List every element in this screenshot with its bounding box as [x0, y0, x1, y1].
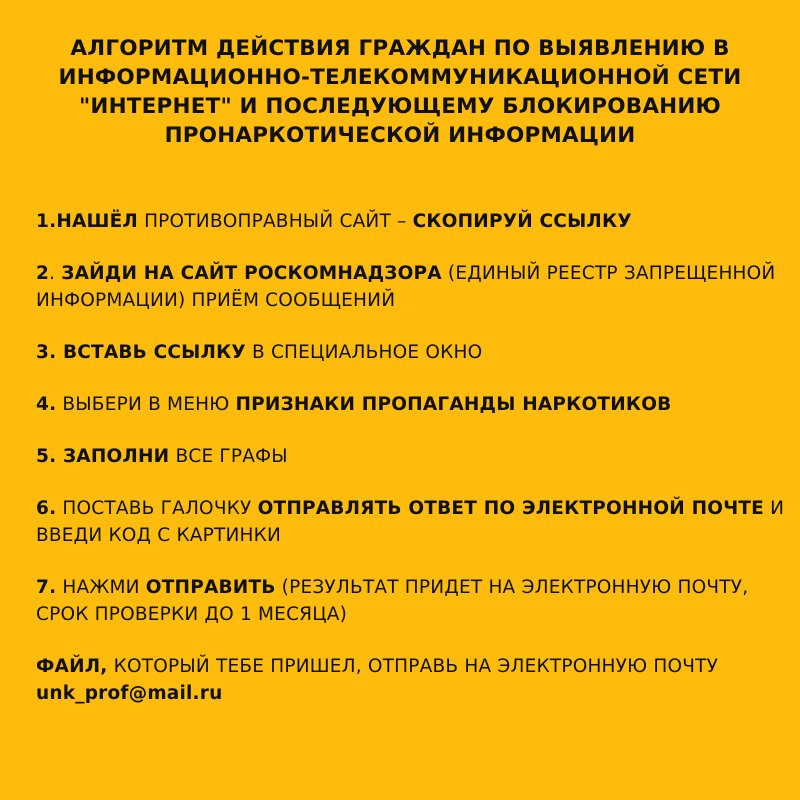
step-3-text: В СПЕЦИАЛЬНОЕ ОКНО: [245, 342, 483, 363]
contact-email: unk_prof@mail.ru: [36, 683, 223, 704]
step-1-emphasis-2: СКОПИРУЙ ССЫЛКУ: [412, 211, 632, 232]
step-number: 2: [36, 263, 50, 284]
step-7-text: НАЖМИ: [56, 577, 146, 598]
step-6-text: ПОСТАВЬ ГАЛОЧКУ: [56, 498, 258, 519]
step-2-dot: .: [49, 263, 62, 284]
step-number: 1.: [36, 211, 57, 232]
step-number: 3.: [36, 342, 57, 363]
step-2-emphasis: ЗАЙДИ НА САЙТ РОСКОМНАДЗОРА: [61, 263, 442, 284]
step-5-text: ВСЕ ГРАФЫ: [169, 446, 288, 467]
step-3-emphasis: ВСТАВЬ ССЫЛКУ: [56, 342, 246, 363]
step-6: [36, 495, 788, 549]
step-1-text: ПРОТИВОПРАВНЫЙ САЙТ –: [137, 211, 413, 232]
step-number: 6.: [36, 498, 57, 519]
step-7-emphasis: ОТПРАВИТЬ: [145, 577, 276, 598]
step-1-emphasis: НАШЁЛ: [56, 211, 138, 232]
step-7-text-2: (РЕЗУЛЬТАТ ПРИДЕТ НА ЭЛЕКТРОННУЮ ПОЧТУ, СРОК ПРОВЕРКИ ДО 1 МЕСЯЦА): [36, 577, 749, 625]
step-5-emphasis: ЗАПОЛНИ: [56, 446, 170, 467]
step-3: [36, 339, 788, 366]
steps-list: [36, 208, 788, 732]
step-6-text-2: И ВВЕДИ КОД С КАРТИНКИ: [36, 498, 785, 546]
step-4-emphasis: ПРИЗНАКИ ПРОПАГАНДЫ НАРКОТИКОВ: [235, 394, 672, 415]
step-1: [36, 208, 788, 235]
final-note-text: КОТОРЫЙ ТЕБЕ ПРИШЕЛ, ОТПРАВЬ НА ЭЛЕКТРОННУЮ ПОЧТУ: [107, 656, 719, 677]
final-note: [36, 653, 788, 707]
poster-title: АЛГОРИТМ ДЕЙСТВИЯ ГРАЖДАН ПО ВЫЯВЛЕНИЮ В ИНФОРМАЦИОННО-ТЕЛЕКОММУНИКАЦИОННОЙ СЕТИ "ИНТЕРНЕТ" И ПОСЛЕДУЮЩЕМУ БЛОКИРОВАНИЮ ПРОНАРКОТИЧЕСКОЙ ИНФОРМАЦИИ: [58, 36, 742, 148]
step-number: 7.: [36, 577, 57, 598]
step-7: [36, 574, 788, 628]
step-2-text: (ЕДИНЫЙ РЕЕСТР ЗАПРЕЩЕННОЙ ИНФОРМАЦИИ) ПРИЁМ СООБЩЕНИЙ: [36, 263, 776, 311]
step-5: [36, 443, 788, 470]
step-4: [36, 391, 788, 418]
step-4-text: ВЫБЕРИ В МЕНЮ: [56, 394, 236, 415]
step-2: [36, 260, 788, 314]
step-6-emphasis: ОТПРАВЛЯТЬ ОТВЕТ ПО ЭЛЕКТРОННОЙ ПОЧТЕ: [257, 498, 765, 519]
step-number: 5.: [36, 446, 57, 467]
final-note-emphasis: ФАЙЛ,: [36, 656, 108, 677]
step-number: 4.: [36, 394, 57, 415]
